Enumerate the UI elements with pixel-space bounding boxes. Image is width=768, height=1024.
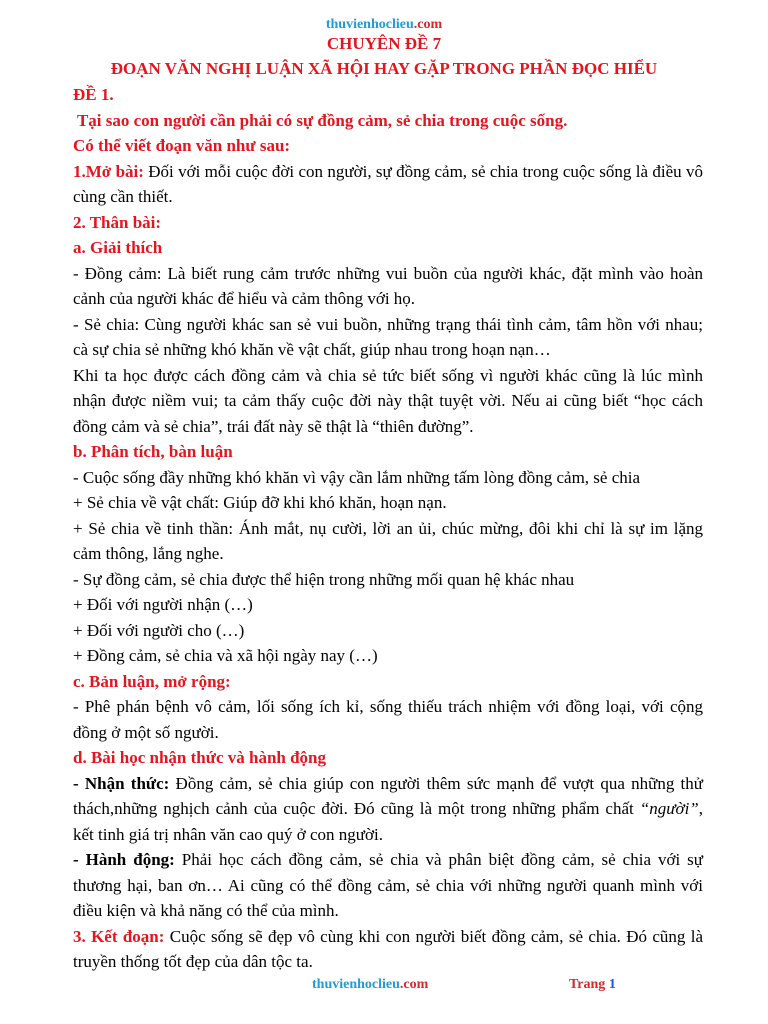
analysis-line: - Cuộc sống đầy những khó khăn vì vậy cần lắm những tấm lòng đồng cảm, sẻ chia — [73, 467, 641, 487]
document-subtitle: ĐOẠN VĂN NGHỊ LUẬN XÃ HỘI HAY GẶP TRONG PHẦN ĐỌC HIỂU — [110, 59, 658, 78]
conclusion-label: 3. Kết đoạn: — [73, 926, 165, 946]
awareness-paragraph — [73, 771, 703, 848]
header-site-link[interactable] — [0, 17, 768, 33]
section-c-heading: c. Bản luận, mở rộng: — [73, 671, 231, 691]
footer-site-name: thuvienhoclieu — [312, 977, 400, 992]
conclusion-text: Cuộc sống sẽ đẹp vô cùng khi con người biết đồng cảm, sẻ chia. Đó cũng là truyền thống tốt đẹp của dân tộc ta. — [73, 926, 704, 971]
exercise-heading: ĐỀ 1. — [73, 85, 114, 104]
intro-label: 1.Mở bài: — [73, 161, 144, 181]
intro-paragraph — [73, 159, 703, 210]
awareness-italic: “người” — [639, 799, 699, 818]
page-num: 1 — [608, 977, 616, 992]
analysis-line: + Đối với người cho (…) — [73, 620, 245, 640]
discussion-line: - Phê phán bệnh vô cảm, lối sống ích kỉ, sống thiếu trách nhiệm với đồng loại, với cộng đồng ở một số người. — [73, 697, 703, 742]
section-a-heading: a. Giải thích — [73, 238, 163, 257]
header-site-domain: .com — [413, 17, 443, 32]
analysis-line: - Sự đồng cảm, sẻ chia được thể hiện trong những mối quan hệ khác nhau — [73, 569, 575, 589]
analysis-line: + Đồng cảm, sẻ chia và xã hội ngày nay (…) — [73, 646, 378, 665]
header-site-name: thuvienhoclieu — [325, 17, 414, 32]
awareness-text-2: , kết tinh giá trị nhân văn cao quý ở con người. — [73, 799, 703, 844]
document-body — [73, 82, 703, 975]
footer-site-domain: .com — [399, 977, 429, 992]
intro-heading: Có thể viết đoạn văn như sau: — [73, 136, 291, 155]
body-heading: 2. Thân bài: — [73, 212, 162, 232]
section-d-heading: d. Bài học nhận thức và hành động — [73, 748, 327, 767]
document-title: CHUYÊN ĐỀ 7 — [326, 34, 442, 53]
action-paragraph — [73, 847, 703, 924]
explanation-sharing: - Sẻ chia: Cùng người khác san sẻ vui buồn, những trạng thái tình cảm, tâm hồn với nhau; cà sự chia sẻ những khó khăn về vật chất, giúp nhau trong hoạn nạn… — [73, 314, 703, 359]
analysis-line: + Sẻ chia về vật chất: Giúp đỡ khi khó khăn, hoạn nạn. — [73, 493, 447, 512]
page-footer — [0, 977, 768, 997]
explanation-empathy: - Đồng cảm: Là biết rung cảm trước những vui buồn của người khác, đặt mình vào hoàn cảnh của người khác để hiểu và cảm thông với họ. — [73, 263, 703, 308]
page-label: Trang — [569, 977, 609, 992]
page-number — [569, 977, 616, 993]
awareness-text-1: Đồng cảm, sẻ chia giúp con người thêm sức mạnh để vượt qua những thử thách,những nghịch cảnh của cuộc đời. Đó cũng là một trong những phẩm chất — [73, 773, 703, 818]
awareness-label: - Nhận thức: — [73, 773, 170, 793]
analysis-line: + Đối với người nhận (…) — [73, 595, 253, 614]
conclusion-paragraph — [73, 924, 703, 975]
exercise-question: Tại sao con người cần phải có sự đồng cảm, sẻ chia trong cuộc sống. — [73, 110, 568, 130]
analysis-line: + Sẻ chia về tinh thần: Ánh mắt, nụ cười, lời an ủi, chúc mừng, đôi khi chỉ là sự im lặng cảm thông, lắng nghe. — [73, 518, 703, 563]
footer-site-link[interactable] — [312, 977, 428, 993]
action-label: - Hành động: — [73, 850, 175, 869]
intro-text: Đối với mỗi cuộc đời con người, sự đồng cảm, sẻ chia trong cuộc sống là điều vô cùng cần thiết. — [73, 161, 703, 206]
section-b-heading: b. Phân tích, bàn luận — [73, 442, 233, 461]
action-text: Phải học cách đồng cảm, sẻ chia và phân biệt đồng cảm, sẻ chia với sự thương hại, ban ơn… Ai cũng có thể đồng cảm, sẻ chia với những người quanh mình với điều kiện và khả năng có thể của mình. — [73, 850, 703, 920]
explanation-summary: Khi ta học được cách đồng cảm và chia sẻ tức biết sống vì người khác cũng là lúc mình nhận được niềm vui; ta cảm thấy cuộc đời này thật tuyệt vời. Nếu ai cũng biết “học cách đồng cảm và sẻ chia”, trái đất này sẽ thật là “thiên đường”. — [73, 365, 703, 436]
